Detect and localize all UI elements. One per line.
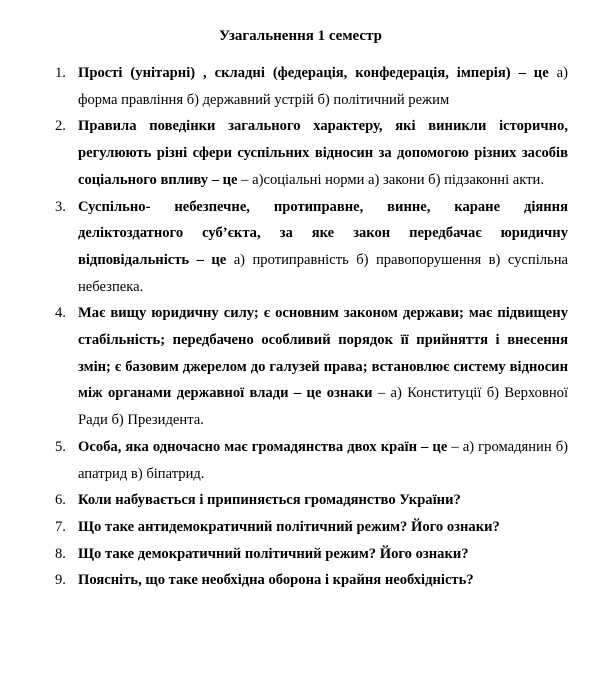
question-text: Суспільно- небезпечне, протиправне, винне, каране діяння деліктоздатного суб’єкта, за яке закон передбачає юридичну відповідальність – це xyxy=(78,198,568,268)
item-number: 9. xyxy=(55,572,66,589)
page-title: Узагальнення 1 семестр xyxy=(219,28,382,44)
item-text xyxy=(78,541,568,568)
list-item xyxy=(56,434,568,487)
item-text xyxy=(78,487,568,514)
question-text: Що таке демократичний політичний режим? Його ознаки? xyxy=(78,545,469,562)
list-item xyxy=(56,567,568,594)
list-item xyxy=(56,541,568,568)
answer-options: – а) Конституції б) Верховної Ради б) Президента. xyxy=(78,385,569,429)
list-item xyxy=(56,487,568,514)
question-text: Особа, яка одночасно має громадянства двох країн – це xyxy=(78,438,448,455)
list-item xyxy=(56,514,568,541)
item-text xyxy=(78,300,568,434)
question-text: Має вищу юридичну силу; є основним законом держави; має підвищену стабільність; передбачено особливий порядок її прийняття і внесення змін; є базовим джерелом до галузей права; встановлює систему відносин між органами державної влади – це ознаки xyxy=(78,305,568,402)
item-number: 4. xyxy=(55,305,66,322)
item-text xyxy=(78,514,568,541)
list-item xyxy=(56,60,568,113)
item-text xyxy=(78,113,568,193)
list-item xyxy=(56,194,568,301)
item-number: 2. xyxy=(55,118,66,135)
answer-options: а) протиправність б) правопорушення в) суспільна небезпека. xyxy=(78,251,568,295)
answer-options: – а) громадянин б) апатрид в) біпатрид. xyxy=(78,438,568,482)
item-number: 7. xyxy=(55,518,66,535)
item-number: 6. xyxy=(55,492,66,509)
item-number: 5. xyxy=(55,438,66,455)
answer-options: – а)соціальні норми а) закони б) підзаконні акти. xyxy=(241,171,545,188)
item-number: 1. xyxy=(55,65,66,81)
item-text xyxy=(78,434,568,487)
question-list xyxy=(56,60,568,594)
list-item xyxy=(56,300,568,434)
question-text: Правила поведінки загального характеру, які виникли історично, регулюють різні сфери суспільних відносин за допомогою різних засобів соціального впливу – це xyxy=(78,118,568,188)
item-text xyxy=(78,60,568,113)
item-text xyxy=(78,567,568,594)
question-text: Що таке антидемократичний політичний режим? Його ознаки? xyxy=(78,518,500,535)
list-item xyxy=(56,113,568,193)
item-number: 3. xyxy=(55,198,66,215)
question-text: Поясніть, що таке необхідна оборона і крайня необхідність? xyxy=(78,572,474,589)
item-number: 8. xyxy=(55,545,66,562)
question-text: Коли набувається і припиняється громадянство України? xyxy=(78,492,461,509)
item-text xyxy=(78,194,568,301)
answer-options: а) форма правління б) державний устрій б) політичний режим xyxy=(78,65,568,108)
question-text: Прості (унітарні) , складні (федерація, конфедерація, імперія) – це xyxy=(78,65,549,81)
